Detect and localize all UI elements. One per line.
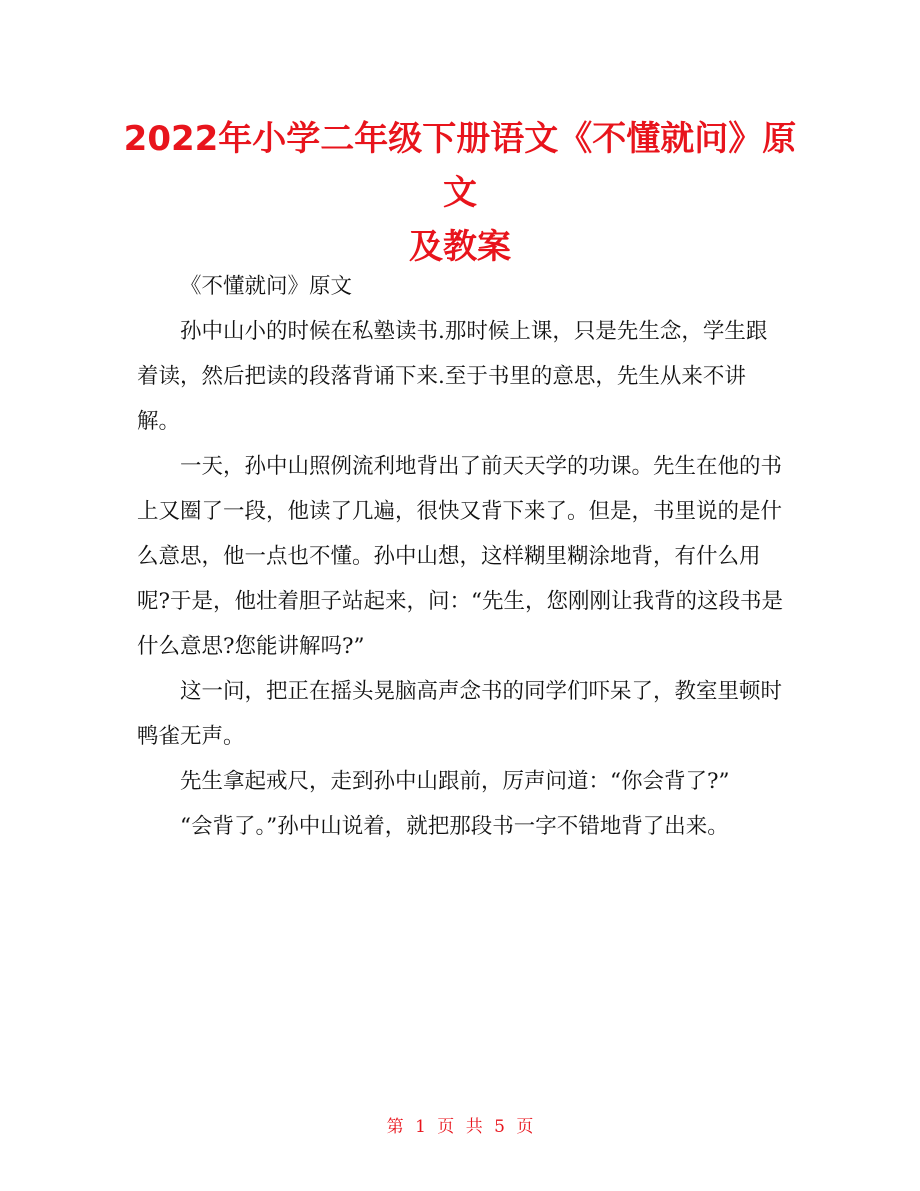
- paragraph: “会背了。”孙中山说着，就把那段书一字不错地背了出来。: [180, 814, 729, 839]
- page-number-footer: 第 1 页 共 5 页: [386, 1117, 534, 1137]
- title-line-2: 及教案: [409, 227, 511, 267]
- paragraph: 一天，孙中山照例流利地背出了前天天学的功课。先生在他的书上又圈了一段，他读了几遍，很快又背下来了。但是，书里说的是什么意思，他一点也不懂。孙中山想，这样糊里糊涂地背，有什么用呢?于是，他壮着胆子站起来，问：“先生，您刚刚让我背的这段书是什么意思?您能讲解吗?”: [137, 454, 784, 659]
- document-body: [137, 264, 787, 849]
- paragraph: 孙中山小的时候在私塾读书.那时候上课，只是先生念，学生跟着读，然后把读的段落背诵下来.至于书里的意思，先生从来不讲解。: [137, 319, 768, 434]
- paragraph: 先生拿起戒尺，走到孙中山跟前，厉声问道：“你会背了?”: [180, 769, 730, 794]
- paragraph: 这一问，把正在摇头晃脑高声念书的同学们吓呆了，教室里顿时鸭雀无声。: [137, 679, 783, 749]
- section-heading: 《不懂就问》原文: [180, 274, 353, 299]
- title-line-1: 2022年小学二年级下册语文《不懂就问》原文: [123, 119, 797, 213]
- document-title: [120, 112, 800, 274]
